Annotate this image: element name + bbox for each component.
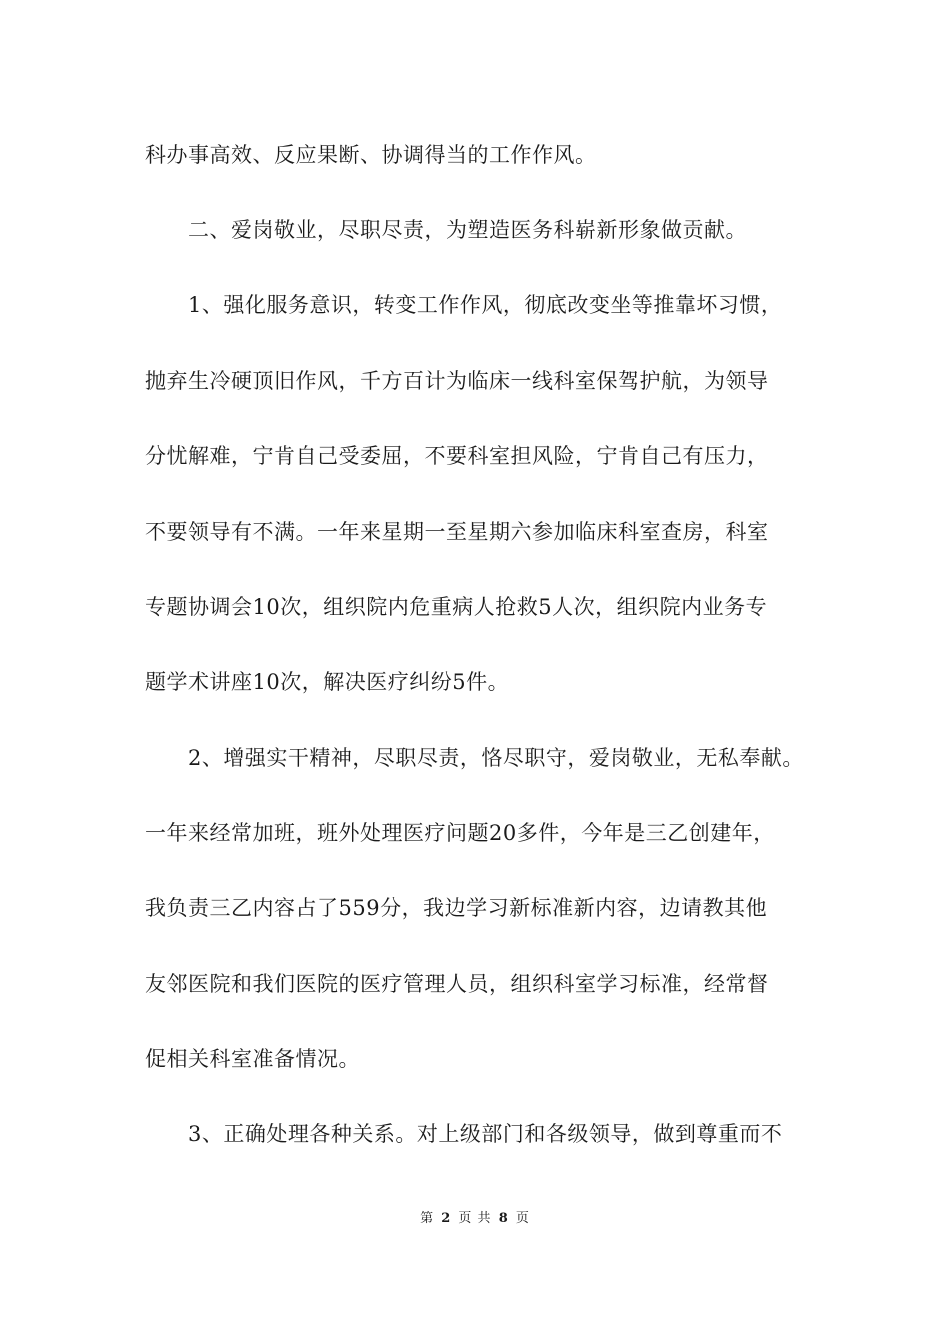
total-page-count: 8 [498,1211,509,1226]
paragraph-1-line-6: 题学术讲座10次，解决医疗纠纷5件。 [145,670,510,694]
current-page-number: 2 [441,1211,452,1226]
paragraph-2-line-2: 一年来经常加班，班外处理医疗问题20多件，今年是三乙创建年， [145,821,775,845]
paragraph-3-line-1: 3、正确处理各种关系。对上级部门和各级领导，做到尊重而不 [188,1122,783,1146]
paragraph-1-line-5: 专题协调会10次，组织院内危重病人抢救5人次，组织院内业务专 [145,595,768,619]
footer-prefix: 第 [420,1211,435,1226]
page-footer [0,1210,950,1228]
paragraph-2-line-1: 2、增强实干精神，尽职尽责，恪尽职守，爱岗敬业，无私奉献。 [188,746,804,770]
section-heading-2: 二、爱岗敬业，尽职尽责，为塑造医务科崭新形象做贡献。 [188,218,747,242]
paragraph-2-line-4: 友邻医院和我们医院的医疗管理人员，组织科室学习标准，经常督 [145,972,769,996]
footer-suffix: 页 [515,1211,530,1226]
paragraph-2-line-3: 我负责三乙内容占了559分，我边学习新标准新内容，边请教其他 [145,896,768,920]
paragraph-2-line-5: 促相关科室准备情况。 [145,1047,360,1071]
paragraph-1-line-2: 抛弃生冷硬顶旧作风，千方百计为临床一线科室保驾护航，为领导 [145,369,769,393]
paragraph-1-line-1: 1、强化服务意识，转变工作作风，彻底改变坐等推靠坏习惯， [188,293,783,317]
body-line-1: 科办事高效、反应果断、协调得当的工作作风。 [145,143,597,167]
paragraph-1-line-3: 分忧解难，宁肯自己受委屈，不要科室担风险，宁肯自己有压力， [145,444,769,468]
paragraph-1-line-4: 不要领导有不满。一年来星期一至星期六参加临床科室查房，科室 [145,520,769,544]
footer-mid: 页 共 [458,1211,492,1226]
